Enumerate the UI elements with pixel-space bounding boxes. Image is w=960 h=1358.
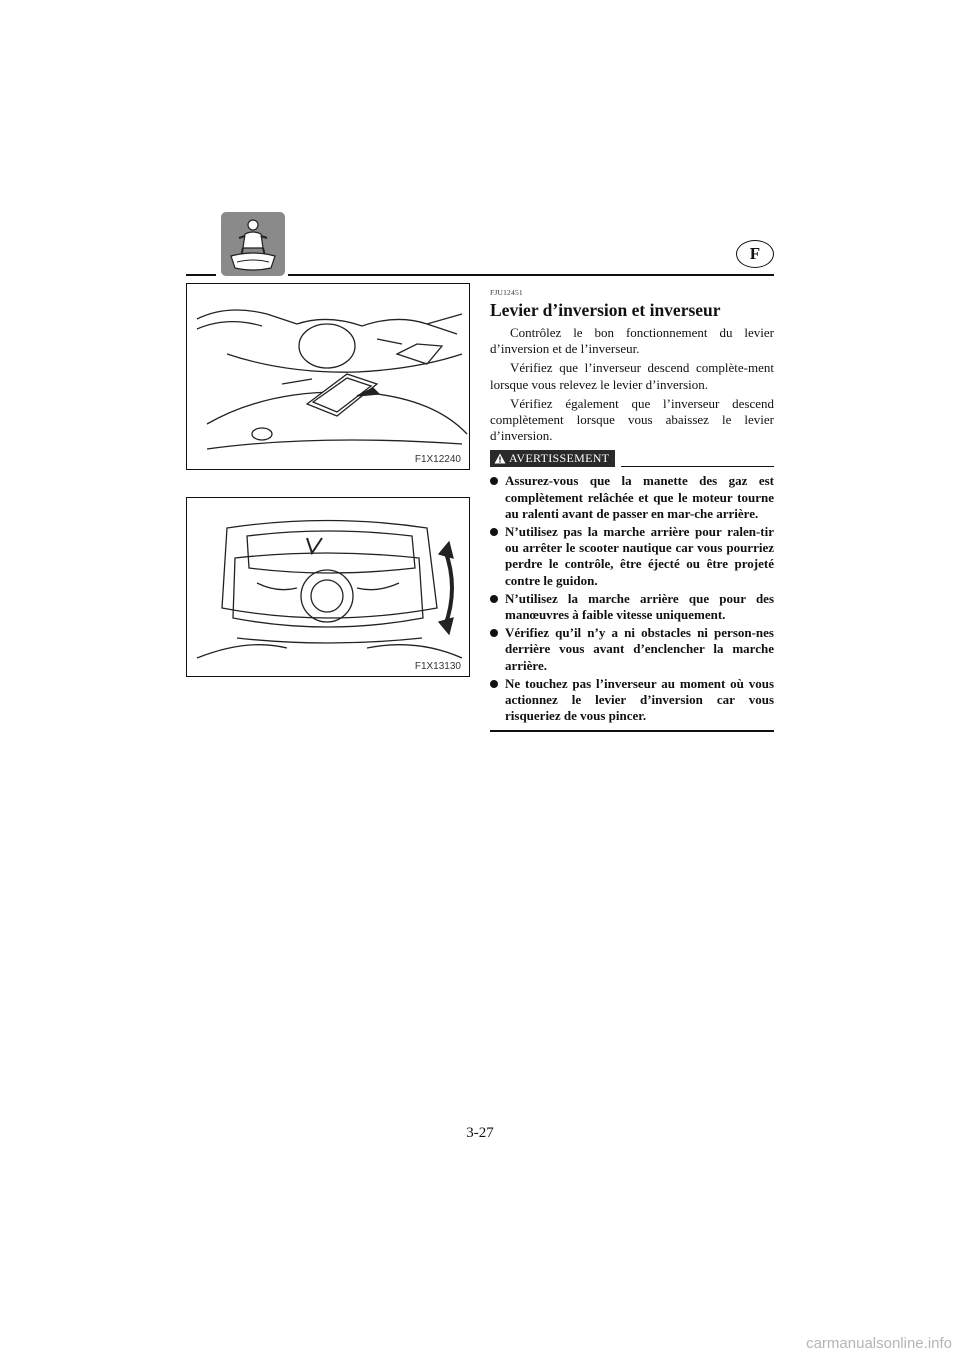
list-item: N’utilisez la marche arrière que pour des manœuvres à faible vitesse uniquement. — [490, 591, 774, 623]
paragraph: Vérifiez que l’inverseur descend complète-ment lorsque vous relevez le levier d’inversion. — [490, 360, 774, 392]
bullet-icon — [490, 477, 498, 485]
page-number: 3-27 — [466, 1125, 494, 1141]
bullet-icon — [490, 595, 498, 603]
warning-badge — [490, 450, 615, 467]
figure-reverse-lever — [186, 283, 470, 470]
warning-label: AVERTISSEMENT — [509, 451, 610, 466]
watercraft-rider-icon — [221, 212, 285, 276]
figure-reverse-gate — [186, 497, 470, 677]
list-item: N’utilisez pas la marche arrière pour ralen-tir ou arrêter le scooter nautique car vous pourriez perdre le contrôle, être éjecté ou être projeté contre le guidon. — [490, 524, 774, 589]
warning-header — [490, 450, 774, 467]
warning-rule — [621, 466, 774, 468]
header-rule-left — [186, 274, 216, 276]
bullet-icon — [490, 528, 498, 536]
reverse-lever-illustration — [187, 284, 469, 469]
list-item: Ne touchez pas l’inverseur au moment où vous actionnez le levier d’inversion car vous risqueriez de vous pincer. — [490, 676, 774, 725]
reverse-gate-illustration — [187, 498, 469, 676]
header-rule-right — [288, 274, 774, 276]
language-badge: F — [736, 240, 774, 268]
bullet-icon — [490, 680, 498, 688]
bullet-icon — [490, 629, 498, 637]
text-column — [490, 282, 774, 732]
warning-end-rule — [490, 730, 774, 732]
paragraph: Vérifiez également que l’inverseur descend complètement lorsque vous abaissez le levier d’inversion. — [490, 395, 774, 444]
list-item: Vérifiez qu’il n’y a ni obstacles ni person-nes derrière vous avant d’enclencher la marche arrière. — [490, 625, 774, 674]
figure-code: F1X12240 — [414, 454, 461, 465]
warning-triangle-icon — [494, 453, 506, 464]
paragraph: Contrôlez le bon fonctionnement du levier d’inversion et de l’inverseur. — [490, 325, 774, 357]
section-ref-code: FJU12451 — [490, 288, 523, 297]
watermark: carmanualsonline.info — [806, 1335, 952, 1352]
list-item: Assurez-vous que la manette des gaz est complètement relâchée et que le moteur tourne au ralenti avant de passer en mar-che arrière. — [490, 473, 774, 522]
section-title: Levier d’inversion et inverseur — [490, 300, 721, 320]
figure-code: F1X13130 — [414, 661, 461, 672]
warning-list — [490, 473, 774, 724]
